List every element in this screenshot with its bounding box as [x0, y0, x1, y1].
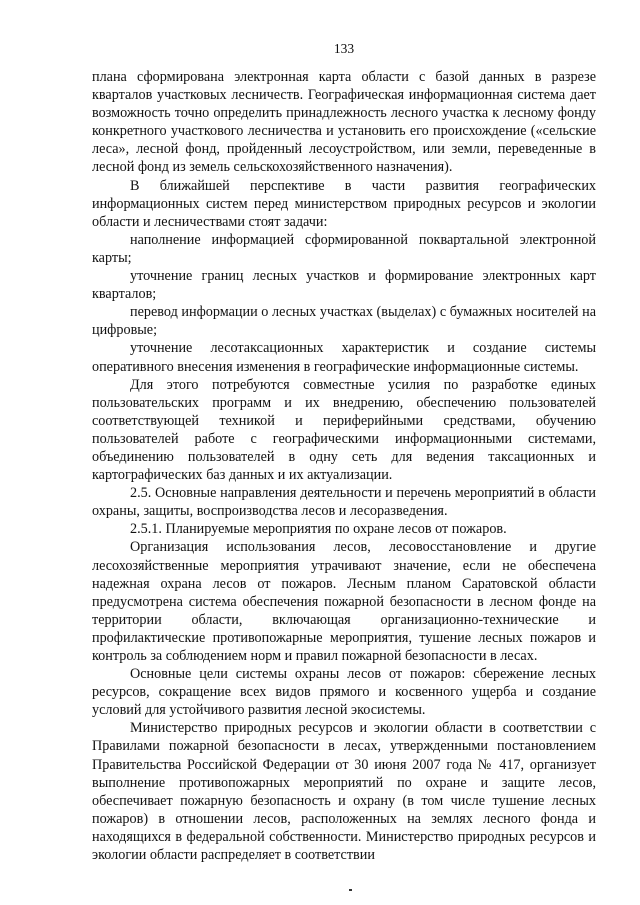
paragraph-6: Министерство природных ресурсов и экологии области в соответствии с Правилами пожарной безопасности в лесах, утвержденными постановлением Правительства Российской Федерации от 30 июня 2007 года № 417, организует выполнение противопожарных мероприятий по охране и защите лесов, обеспечивает пожарную безопасность и охрану (в том числе тушение лесных пожаров) в отношении лесов, расположенных на землях лесного фонда и находящихся в федеральной собственности. Министерство природных ресурсов и экологии области распределяет в соответствии: [92, 720, 596, 864]
paragraph-1: плана сформирована электронная карта области с базой данных в разрезе кварталов участковых лесничеств. Географическая информационная система дает возможность точно определить принадлежность лесного участка к лесному фонду конкретного участкового лесничества и установить его происхождение («сельские леса», лесной фонд, пройденный лесоустройством, или земли, переведенные в лесной фонд из земель сельскохозяйственного назначения).: [92, 69, 596, 176]
paragraph-4: Организация использования лесов, лесовосстановление и другие лесохозяйственные мероприятия утрачивают значение, если не обеспечена надежная охрана лесов от пожаров. Лесным планом Саратовской области предусмотрена система обеспечения пожарной безопасности в лесном фонде на территории области, включающая организационно-технические и профилактические противопожарные мероприятия, тушение лесных пожаров и контроль за соблюдением норм и правил пожарной безопасности в лесах.: [92, 539, 596, 664]
list-item-3: перевод информации о лесных участках (выделах) с бумажных носителей на цифровые;: [92, 304, 596, 339]
list-item-1: наполнение информацией сформированной поквартальной электронной карты;: [92, 231, 596, 266]
list-item-2: уточнение границ лесных участков и формирование электронных карт кварталов;: [92, 268, 596, 303]
page-number: 133: [333, 41, 355, 56]
list-item-4: уточнение лесотаксационных характеристик и создание системы оперативного внесения изменения в географические информационные системы.: [92, 340, 596, 375]
paragraph-2: В ближайшей перспективе в части развития географических информационных систем перед министерством природных ресурсов и экологии области и лесничествами стоят задачи:: [92, 177, 596, 230]
section-heading-2-5: 2.5. Основные направления деятельности и перечень мероприятий в области охраны, защиты, воспроизводства лесов и лесоразведения.: [92, 485, 596, 520]
section-heading-2-5-1: 2.5.1. Планируемые мероприятия по охране лесов от пожаров.: [130, 521, 507, 538]
paragraph-5: Основные цели системы охраны лесов от пожаров: сбережение лесных ресурсов, сокращение всех видов прямого и косвенного ущерба и создание условий для устойчивого развития лесной экосистемы.: [92, 666, 596, 719]
document-body: [92, 68, 596, 864]
paragraph-3: Для этого потребуются совместные усилия по разработке единых пользовательских программ и их внедрению, обеспечению пользователей соответствующей техникой и периферийными средствами, обучению пользователей работе с географическими информационными системами, объединению пользователей в одну сеть для ведения таксационных и картографических баз данных и их актуализации.: [92, 376, 596, 484]
scan-mark: [349, 889, 352, 891]
